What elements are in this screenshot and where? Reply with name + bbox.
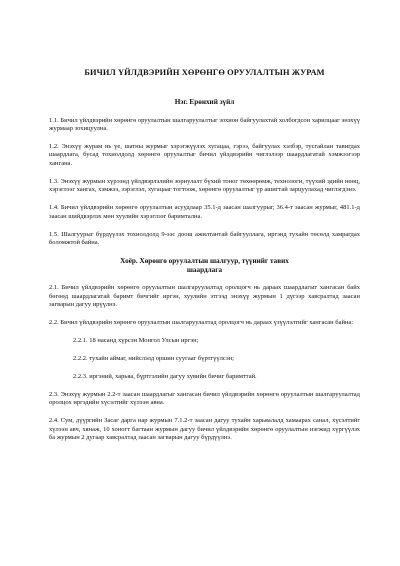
- section-2-heading-line-2: шаардлага: [186, 265, 223, 274]
- subparagraph-2-2-2: 2.2.2. тухайн аймаг, нийслэлд оршин суугааг бүртгүүлсэн;: [73, 355, 234, 363]
- section-2-heading: [49, 257, 360, 274]
- paragraph-1-3: 1.3. Энэхүү журмын хүрээнд үйлдвэрлэлийн зориулалт бүхий тоног төхөөрөмж, технологи, түүхий эдийн нөөц, хэрэглээг хангах, хэмжээ, зэрэглэл, хугацааг тогтоож, хөрөнгө оруулалтыг үр ашигтай зарцуулахад чиглэгдэнэ.: [49, 177, 360, 194]
- document-title: БИЧИЛ ҮЙЛДВЭРИЙН ХӨРӨНГӨ ОРУУЛАЛТЫН ЖУРАМ: [84, 68, 325, 77]
- paragraph-1-5: 1.5. Шалгуурыг бүрдүүлэх тохиолдолд 9-ээс доош ажилтантай байгууллага, иргэнд тухайн төсөлд хамрагдах боломжтой байна.: [49, 230, 360, 247]
- subparagraph-2-2-3: 2.2.3. иргэний, харьяа, бүртгэлийн дагуу хувийн бичиг баримттай.: [73, 373, 257, 381]
- paragraph-2-1: 2.1. Бичил үйлдвэрийн хөрөнгө оруулалтын шалгаруулалтад оролцогч нь дараах шаардлагыг хангасан байх бөгөөд шаардлагатай баримт бичгийг иргэн, хуулийн этгээд энэхүү журмын 1 дүгээр хавсралтад заасан загварын дагуу ирүүлнэ.: [49, 284, 360, 309]
- paragraph-1-1: 1.1. Бичил үйлдвэрийн хөрөнгө оруулалтын шалгаруулалтыг зохион байгуулахтай холбогдсон харилцааг энэхүү журмаар зохицуулна.: [49, 116, 360, 132]
- paragraph-2-3: 2.3. Энэхүү журмын 2.2-т заасан шаардлагыг хангасан бичил үйлдвэрийн хөрөнгө оруулалтын шалгаруулалтад оролцох иргэдийн хүсэлтийг хүлээн авна.: [49, 391, 360, 407]
- subparagraph-2-2-1: 2.2.1. 18 насанд хүрсэн Монгол Улсын иргэн;: [73, 337, 199, 345]
- paragraph-2-2: 2.2. Бичил үйлдвэрийн хөрөнгө оруулалтын шалгаруулалтад оролцогч нь дараах үзүүлэлтийг хангасан байна:: [49, 319, 354, 327]
- paragraph-2-4: 2.4. Сум, дүүргийн Засаг дарга нар журмын 7.1.2-т заасан дагуу тухайн харьяалалд хамаарах санал, хүсэлтийг хүлээн авч, хянаж, 10 хоногт багтаан журмын дагуу бичил үйлдвэрийн хөрөнгө оруулалтын нэгжид хүргүүлэх ба журмын 2 дугаар хавсралтад заасан загварын дагуу бүрдүүлнэ.: [49, 417, 360, 442]
- section-2-heading-line-1: Хоёр. Хөрөнгө оруулалтын шалгуур, түүнийг тавих: [120, 257, 289, 266]
- paragraph-1-2: 1.2. Энэхүү журам нь үе, шатны журмыг хэрэгжүүлэх хугацаа, гэрээ, байгуулах хэлбэр, тусгайлан тавигдах шаардлага, бусад тохиолдолд хөрөнгө оруулалтыг бичил үйлдвэрийн чиглэлээр шаардлагатай хэмжээгээр хангана.: [49, 143, 360, 167]
- paragraph-1-4: 1.4. Бичил үйлдвэрийн хөрөнгө оруулалтын асуудлаар 35.1-д заасан шалгуурыг, 36.4-т заасан журмыг, 481.1-д заасан шийдвэрлэх мөн хуулийн хэрэглээг баримтална.: [49, 204, 360, 220]
- section-1-heading: Нэг. Ерөнхий зүйл: [174, 98, 235, 106]
